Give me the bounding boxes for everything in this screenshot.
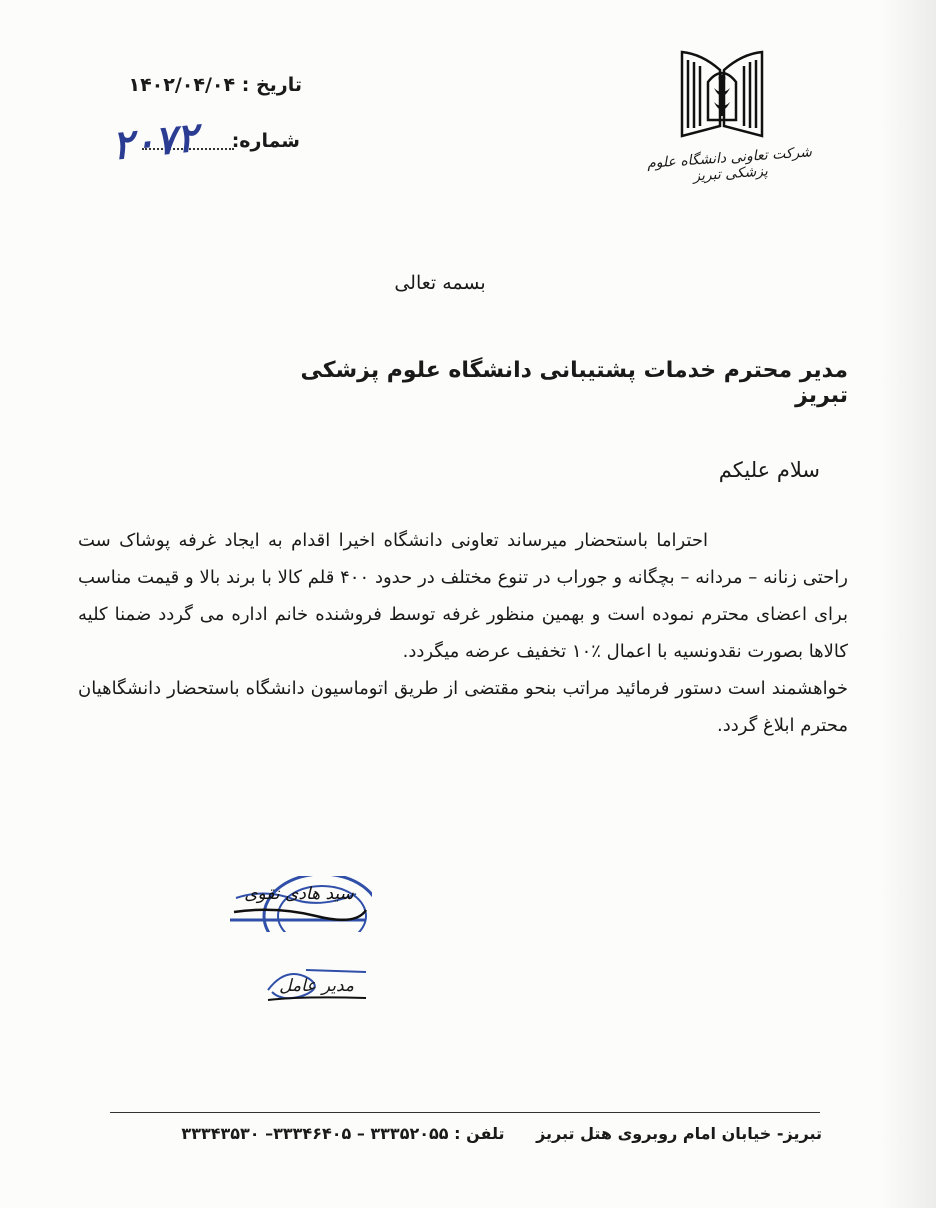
number-label: شماره: (231, 130, 300, 152)
signatory-title: مدیر عامل (279, 976, 354, 996)
university-book-emblem-icon (672, 44, 772, 144)
bismillah-heading: بسمه تعالی (394, 272, 486, 294)
scan-edge-shadow (880, 0, 936, 1208)
footer-phone-label: تلفن : (454, 1124, 505, 1143)
logo-caption: شرکت تعاونی دانشگاه علوم پزشکی تبریز (646, 144, 813, 185)
body-paragraph: احتراما باستحضار میرساند تعاونی دانشگاه اخیرا اقدام به ایجاد غرفه پوشاک ست راحتی زنانه – مردانه – بچگانه و جوراب در تنوع مختلف در حدود ۴۰۰ قلم کالا با برند بالا و قیمت مناسب برای اعضای محترم نموده است و بهمین منظور غرفه توسط فروشنده خانم اداره می گردد ضمنا کلیه کالاها بصورت نقدونسیه با اعمال ٪۱۰ تخفیف عرضه میگردد. (78, 530, 848, 662)
body-paragraph: خواهشمند است دستور فرمائید مراتب بنحو مقتضی از طریق اتوماسیون دانشگاه باستحضار دانشگاهیان محترم ابلاغ گردد. (78, 678, 848, 736)
date-line (92, 74, 302, 96)
footer-address: تبریز- خیابان امام روبروی هتل تبریز (536, 1124, 822, 1143)
date-label: تاریخ : (241, 74, 302, 96)
footer-divider (110, 1112, 820, 1113)
letter-body (78, 522, 848, 744)
date-value: ۱۴۰۲/۰۴/۰۴ (128, 74, 236, 96)
stamp-name: سید هادی نقوی (244, 884, 354, 904)
handwritten-letter-number: ۲۰۷۲ (109, 113, 201, 170)
greeting: سلام علیکم (718, 458, 820, 482)
footer-phones: ۳۳۳۵۲۰۵۵ – ۳۳۳۴۶۴۰۵– ۳۳۳۴۳۵۳۰ (181, 1124, 449, 1143)
footer-contact (110, 1124, 822, 1143)
number-line (108, 113, 308, 170)
recipient-heading: مدیر محترم خدمات پشتیبانی دانشگاه علوم پزشکی تبریز (300, 358, 848, 408)
